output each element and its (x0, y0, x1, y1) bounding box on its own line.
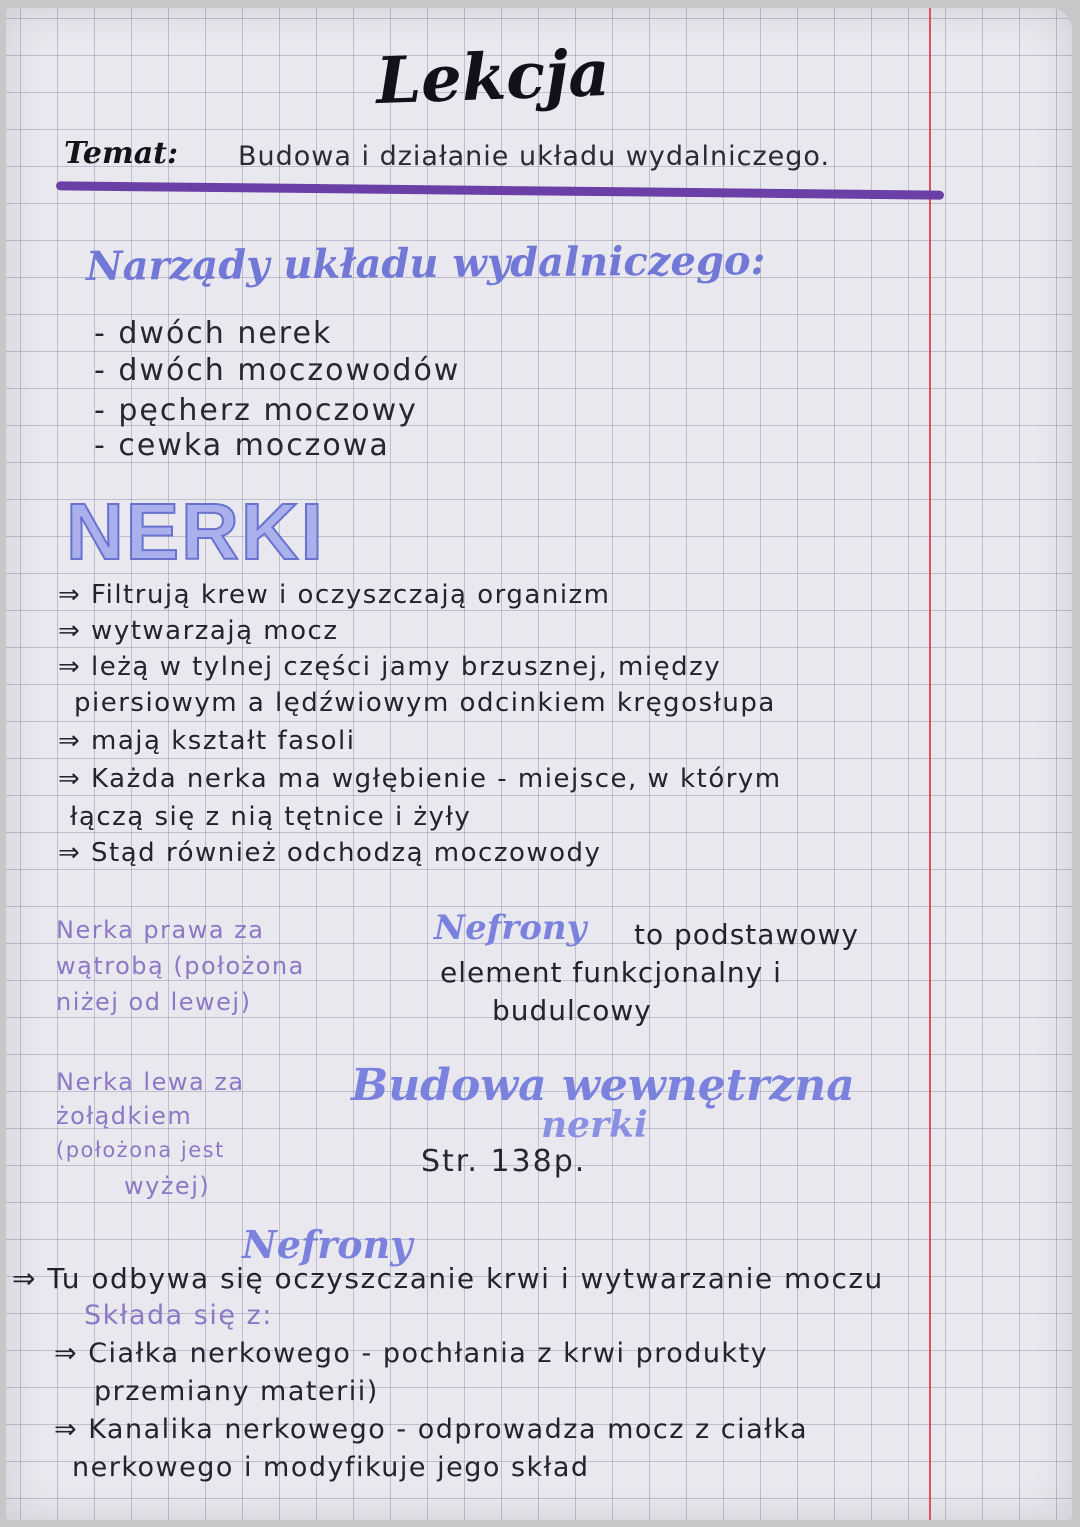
kidney-fact: piersiowym a lędźwiowym odcinkiem kręgosłupa (74, 688, 776, 718)
organs-heading: Narządy układu wydalniczego: (85, 237, 766, 290)
organ-item: - cewka moczowa (94, 428, 390, 463)
nephron-line: nerkowego i modyfikuje jego skład (72, 1452, 590, 1483)
kidney-fact: łączą się z nią tętnice i żyły (70, 802, 472, 832)
kidney-fact: ⇒ mają kształt fasoli (58, 726, 356, 756)
kidney-fact: ⇒ leżą w tylnej części jamy brzusznej, między (58, 652, 722, 682)
kidneys-heading: NERKI (66, 487, 325, 576)
nephrons-heading: Nefrony (242, 1222, 413, 1267)
kidney-fact: ⇒ wytwarzają mocz (58, 616, 339, 646)
left-kidney-note: (położona jest (56, 1138, 225, 1162)
margin-line (929, 8, 931, 1520)
organ-item: - dwóch moczowodów (94, 353, 461, 388)
kidney-fact: ⇒ Stąd również odchodzą moczowody (58, 838, 602, 868)
topic-text: Budowa i działanie układu wydalniczego. (238, 141, 831, 172)
kidney-fact: ⇒ Filtrują krew i oczyszczają organizm (58, 580, 611, 610)
right-kidney-note: niżej od lewej) (56, 988, 252, 1016)
left-kidney-note: wyżej) (124, 1172, 211, 1200)
organ-item: - pęcherz moczowy (94, 393, 418, 428)
kidney-fact: ⇒ Każda nerka ma wgłębienie - miejsce, w którym (58, 764, 782, 794)
nephron-def-line: element funkcjonalny i (440, 956, 782, 989)
nephron-line: Składa się z: (84, 1300, 273, 1331)
notebook-page (6, 8, 1072, 1520)
left-kidney-note: żołądkiem (56, 1102, 193, 1130)
nephron-def-line: budulcowy (492, 994, 652, 1027)
right-kidney-note: wątrobą (położona (56, 952, 305, 980)
nephron-line: ⇒ Ciałka nerkowego - pochłania z krwi produkty (54, 1338, 769, 1369)
internal-heading-2: nerki (541, 1104, 648, 1146)
nephron-line: ⇒ Tu odbywa się oczyszczanie krwi i wytwarzanie moczu (12, 1262, 884, 1295)
nephron-def-word: Nefrony (434, 908, 587, 948)
topic-label: Temat: (64, 136, 179, 171)
topic-underline (56, 181, 944, 199)
nephron-line: ⇒ Kanalika nerkowego - odprowadza mocz z ciałka (54, 1414, 809, 1445)
nephron-def-line: to podstawowy (634, 918, 859, 951)
page-title: Lekcja (374, 35, 611, 120)
nephron-line: przemiany materii) (94, 1376, 379, 1407)
right-kidney-note: Nerka prawa za (56, 916, 265, 944)
organ-item: - dwóch nerek (94, 316, 333, 351)
internal-heading: Budowa wewnętrzna (351, 1060, 855, 1111)
left-kidney-note: Nerka lewa za (56, 1068, 245, 1096)
page-reference: Str. 138p. (421, 1144, 587, 1179)
